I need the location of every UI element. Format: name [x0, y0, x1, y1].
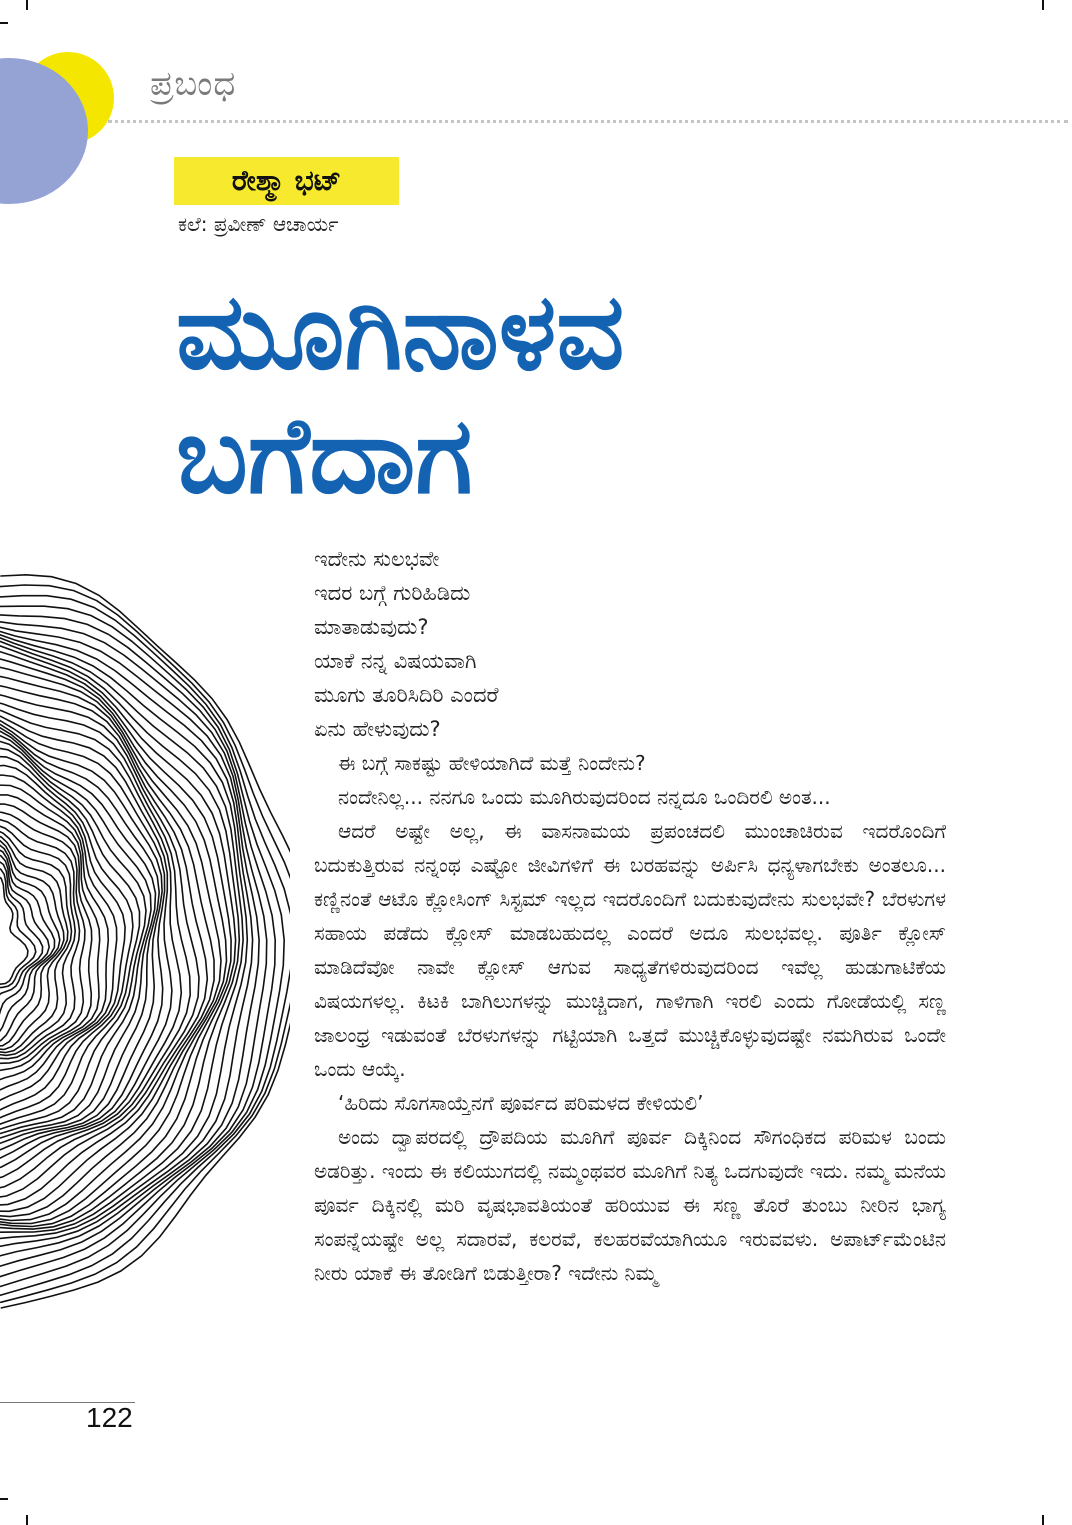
- body-paragraph: ಆದರೆ ಅಷ್ಟೇ ಅಲ್ಲ, ಈ ವಾಸನಾಮಯ ಪ್ರಪಂಚದಲಿ ಮುಂಚಾಚಿರುವ ಇದರೊಂದಿಗೆ ಬದುಕುತ್ತಿರುವ ನನ್ನಂಥ ಎಷ್ಟೋ ಜೀವಿಗಳಿಗೆ ಈ ಬರಹವನ್ನು ಅರ್ಪಿಸಿ ಧನ್ಯಳಾಗಬೇಕು ಅಂತಲೂ... ಕಣ್ಣಿನಂತೆ ಆಟೊ ಕ್ಲೋಸಿಂಗ್ ಸಿಸ್ಟಮ್ ಇಲ್ಲದ ಇದರೊಂದಿಗೆ ಬದುಕುವುದೇನು ಸುಲಭವೇ? ಬೆರಳುಗಳ ಸಹಾಯ ಪಡೆದು ಕ್ಲೋಸ್ ಮಾಡಬಹುದಲ್ಲ ಎಂದರೆ ಅದೂ ಸುಲಭವಲ್ಲ. ಪೂರ್ತಿ ಕ್ಲೋಸ್ ಮಾಡಿದೆವೋ ನಾವೇ ಕ್ಲೋಸ್ ಆಗುವ ಸಾಧ್ಯತೆಗಳಿರುವುದರಿಂದ ಇವೆಲ್ಲ ಹುಡುಗಾಟಿಕೆಯ ವಿಷಯಗಳಲ್ಲ. ಕಿಟಕಿ ಬಾಗಿಲುಗಳನ್ನು ಮುಚ್ಚಿದಾಗ, ಗಾಳಿಗಾಗಿ ಇರಲಿ ಎಂದು ಗೋಡೆಯಲ್ಲಿ ಸಣ್ಣ ಜಾಲಂಧ್ರ ಇಡುವಂತೆ ಬೆರಳುಗಳನ್ನು ಗಟ್ಟಿಯಾಗಿ ಒತ್ತದೆ ಮುಚ್ಚಿಕೊಳ್ಳುವುದಷ್ಟೇ ನಮಗಿರುವ ಒಂದೇ ಒಂದು ಆಯ್ಕೆ.: [314, 819, 946, 1081]
- body-paragraph: ಅಂದು ದ್ವಾಪರದಲ್ಲಿ ದ್ರೌಪದಿಯ ಮೂಗಿಗೆ ಪೂರ್ವ ದಿಕ್ಕಿನಿಂದ ಸೌಗಂಧಿಕದ ಪರಿಮಳ ಬಂದು ಅಡರಿತ್ತು. ಇಂದು ಈ ಕಲಿಯುಗದಲ್ಲಿ ನಮ್ಮಂಥವರ ಮೂಗಿಗೆ ನಿತ್ಯ ಒದಗುವುದೇ ಇದು. ನಮ್ಮ ಮನೆಯ ಪೂರ್ವ ದಿಕ್ಕಿನಲ್ಲಿ ಮರಿ ವೃಷಭಾವತಿಯಂತೆ ಹರಿಯುವ ಈ ಸಣ್ಣ ತೊರೆ ತುಂಬು ನೀರಿನ ಭಾಗ್ಯ ಸಂಪನ್ನೆಯಷ್ಟೇ ಅಲ್ಲ ಸದಾರವೆ, ಕಲರವೆ, ಕಲಹರವೆಯಾಗಿಯೂ ಇರುವವಳು. ಅಪಾರ್ಟ್‌ಮೆಂಟಿನ ನೀರು ಯಾಕೆ ಈ ತೋಡಿಗೆ ಬಿಡುತ್ತೀರಾ? ಇದೇನು ನಿಮ್ಮ: [314, 1125, 946, 1285]
- section-divider: [108, 120, 1068, 123]
- poem-line: ಇದರ ಬಗ್ಗೆ ಗುರಿಹಿಡಿದು: [314, 581, 471, 605]
- poem-line: ಮೂಗು ತೂರಿಸಿದಿರಿ ಎಂದರೆ: [314, 683, 499, 707]
- poem-stanza: [314, 542, 498, 746]
- crop-mark-top-right: [1042, 0, 1044, 10]
- illustration-stroke: [0, 626, 259, 1257]
- article-title: [176, 270, 624, 518]
- illustration-stroke: [0, 615, 275, 1278]
- article-title-line-2: ಬಗೆದಾಗ: [176, 394, 473, 517]
- crop-mark-bottom-right: [1042, 1515, 1044, 1525]
- fingerprint-illustration: [0, 560, 290, 1340]
- art-credit: ಕಲೆ: ಪ್ರವೀಣ್ ಆಚಾರ್ಯ: [178, 212, 339, 236]
- author-name: ರೇಶ್ಮಾ ಭಟ್: [174, 157, 399, 205]
- poem-line: ಮಾತಾಡುವುದು?: [314, 615, 429, 639]
- poem-line: ಇದೇನು ಸುಲಭವೇ: [314, 547, 440, 571]
- body-quote: ‘ಹಿರಿದು ಸೊಗಸಾಯ್ತೆನಗೆ ಪೂರ್ವದ ಪರಿಮಳದ ಕೇಳಿಯಲಿ’: [338, 1091, 704, 1115]
- crop-mark-left-lower: [0, 1498, 8, 1500]
- section-label: ಪ್ರಬಂಧ: [150, 64, 237, 104]
- body-paragraph: ಈ ಬಗ್ಗೆ ಸಾಕಷ್ಟು ಹೇಳಿಯಾಗಿದೆ ಮತ್ತೆ ನಿಂದೇನು?: [338, 751, 646, 775]
- poem-line: ಯಾಕೆ ನನ್ನ ವಿಷಯವಾಗಿ: [314, 649, 477, 673]
- illustration-stroke: [0, 875, 28, 1010]
- article-body: [314, 746, 946, 1290]
- poem-line: ಏನು ಹೇಳುವುದು?: [314, 717, 441, 741]
- illustration-stroke: [0, 868, 36, 1019]
- crop-mark-bottom-left: [26, 1515, 28, 1525]
- body-paragraph: ನಂದೇನಿಲ್ಲ... ನನಗೂ ಒಂದು ಮೂಗಿರುವುದರಿಂದ ನನ್ನದೂ ಒಂದಿರಲಿ ಅಂತ...: [338, 785, 831, 809]
- article-title-line-1: ಮೂಗಿನಾಳವ: [176, 270, 625, 393]
- page-number: 122: [86, 1402, 133, 1433]
- crop-mark-left-upper: [0, 22, 8, 24]
- crop-mark-top-left: [26, 0, 28, 10]
